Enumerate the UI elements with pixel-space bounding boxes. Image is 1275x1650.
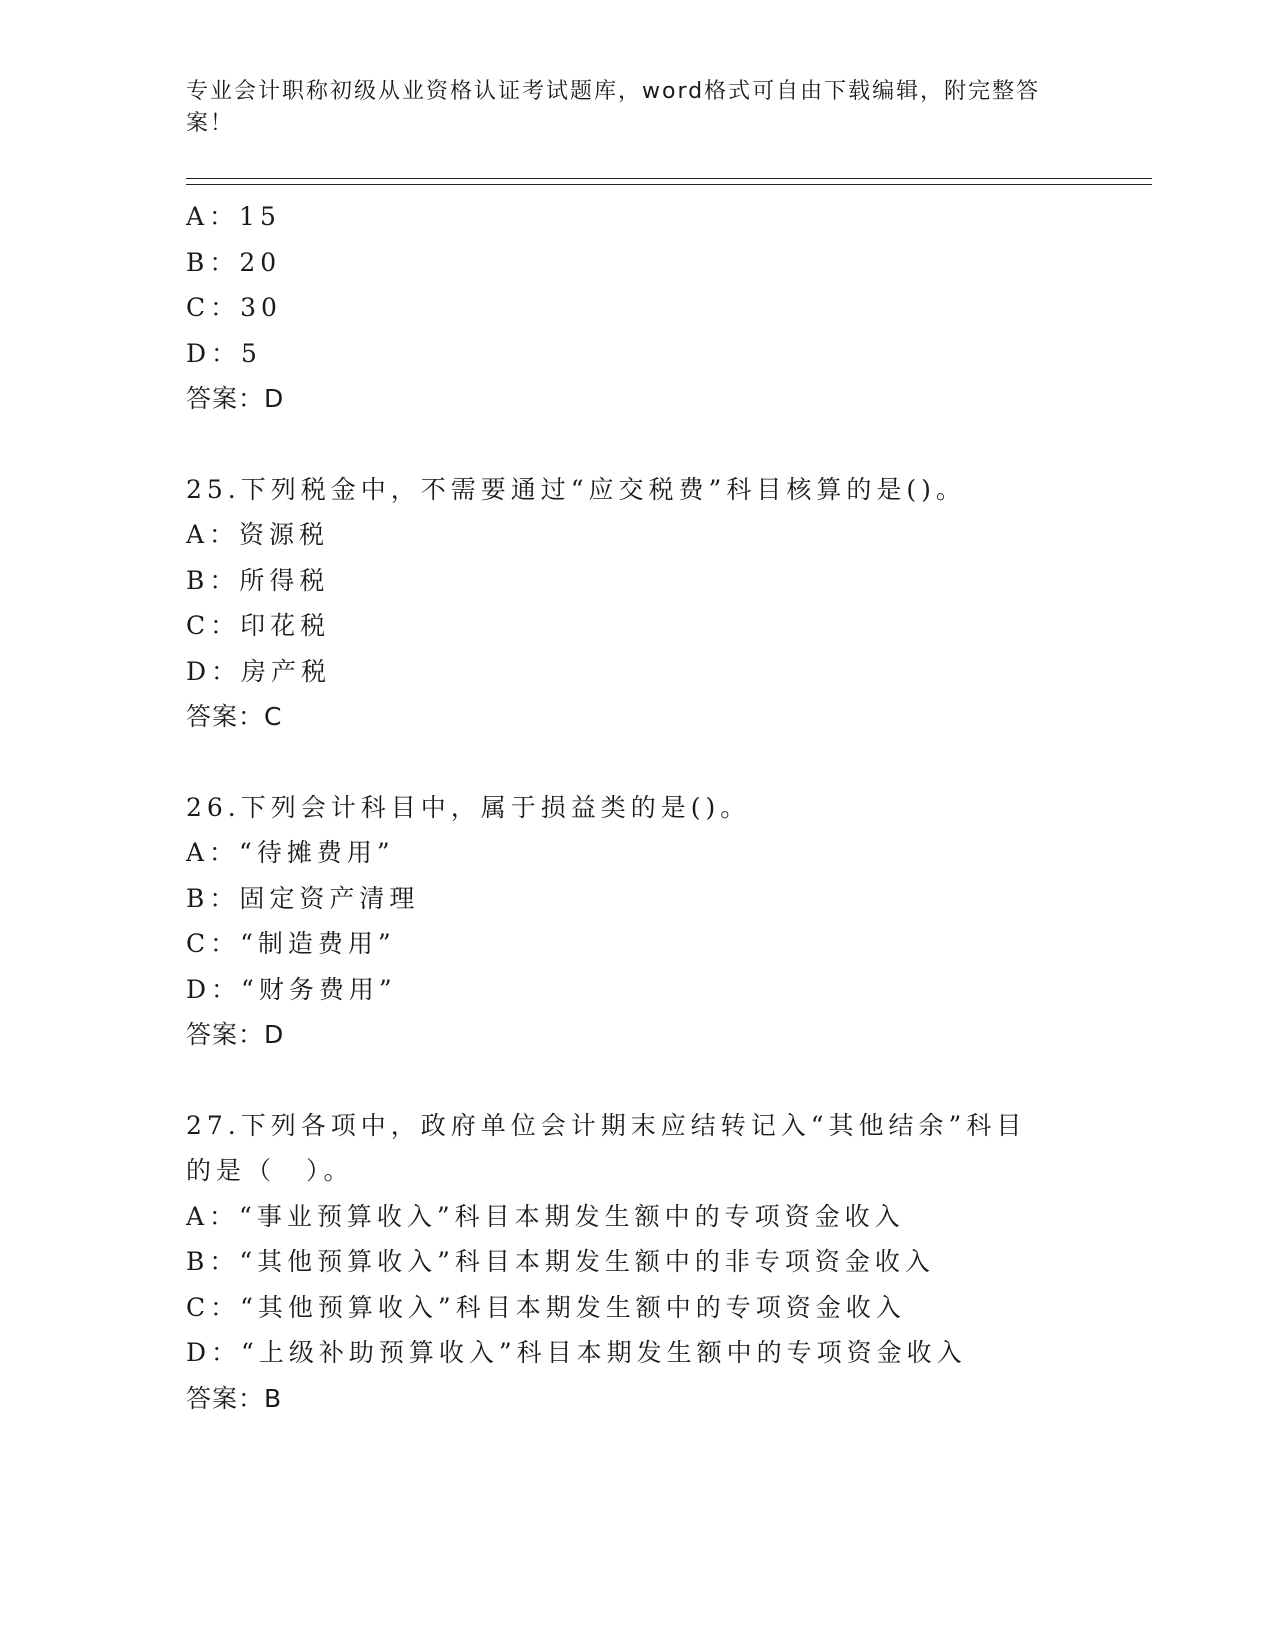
option-d: D：“上级补助预算收入”科目本期发生额中的专项资金收入 <box>186 1338 967 1367</box>
question-list <box>186 194 1086 1466</box>
option-b: B：20 <box>186 247 282 277</box>
option-b: B：“其他预算收入”科目本期发生额中的非专项资金收入 <box>186 1247 935 1276</box>
answer-line: 答案：B <box>186 1383 283 1413</box>
option-d: D：“财务费用” <box>186 974 397 1004</box>
question-25 <box>186 467 1086 740</box>
option-b: B：固定资产清理 <box>186 883 420 913</box>
option-a: A：“事业预算收入”科目本期发生额中的专项资金收入 <box>186 1201 905 1231</box>
option-a: A：“待摊费用” <box>186 838 395 867</box>
option-a: A：15 <box>186 202 281 231</box>
header-divider <box>186 178 1152 185</box>
question-stem: 25.下列税金中，不需要通过“应交税费”科目核算的是()。 <box>186 474 966 504</box>
question-24-continuation <box>186 194 1086 422</box>
answer-line: 答案：D <box>186 384 285 413</box>
option-c: C：印花税 <box>186 611 331 640</box>
question-26 <box>186 785 1086 1058</box>
option-a: A：资源税 <box>186 520 330 549</box>
answer-line: 答案：D <box>186 1020 285 1049</box>
option-b: B：所得税 <box>186 565 330 595</box>
answer-line: 答案：C <box>186 702 283 731</box>
question-stem: 27.下列各项中，政府单位会计期末应结转记入“其他结余”科目的是（ ）。 <box>186 1110 1027 1185</box>
question-27 <box>186 1103 1086 1422</box>
option-c: C：“其他预算收入”科目本期发生额中的专项资金收入 <box>186 1292 906 1322</box>
option-c: C：“制造费用” <box>186 929 396 958</box>
page-header: 专业会计职称初级从业资格认证考试题库，word格式可自由下载编辑，附完整答案！ <box>186 79 1041 136</box>
option-c: C：30 <box>186 293 282 322</box>
option-d: D：5 <box>186 338 262 368</box>
question-stem: 26.下列会计科目中，属于损益类的是()。 <box>186 792 751 822</box>
option-d: D：房产税 <box>186 656 332 686</box>
